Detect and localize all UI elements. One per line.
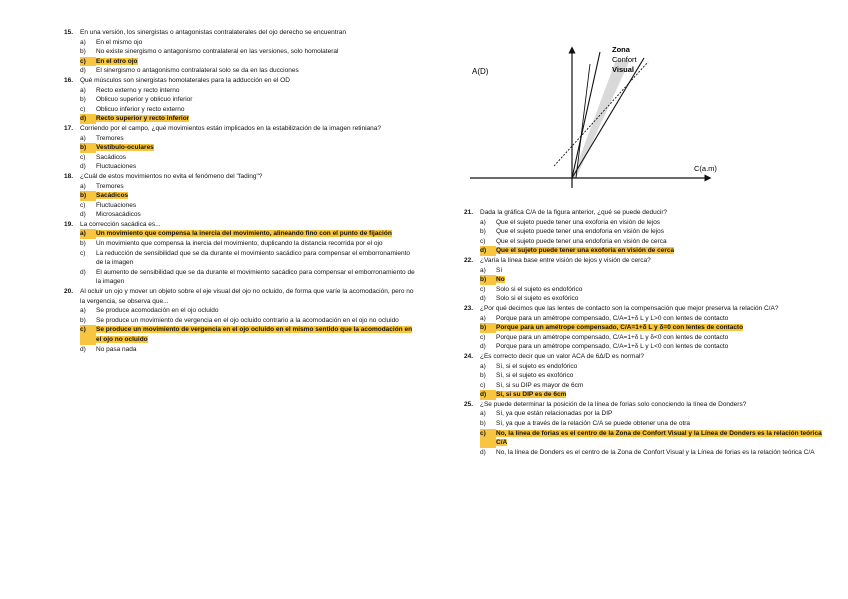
answer-option [64,134,416,144]
option-letter: b) [480,420,486,428]
option-letter: a) [480,362,486,370]
option-letter: a) [480,410,486,418]
option-letter: b) [80,191,96,201]
question-block [464,256,824,304]
question-text: ¿Por qué decimos que las lentes de contacto son la compensación que mejor preserva la relación C/A? [480,304,779,312]
question-line [64,172,416,182]
question-line [464,304,824,314]
option-text: Sí [496,266,503,274]
question-line [464,352,824,362]
question-number: 18. [64,172,74,180]
option-text: Solo si el sujeto es endofórico [496,285,583,293]
answer-option [464,381,824,391]
option-letter: d) [80,211,86,219]
option-text: Tremores [96,182,124,190]
highlighted-answer-text: Que el sujeto puede tener una exoforia en visión de cerca [496,247,675,255]
option-text: Recto externo y recto interno [96,86,180,94]
option-letter: c) [80,105,86,113]
highlighted-answer-text: Vestíbulo-oculares [96,144,154,152]
option-text: Porque para un amétrope compensado, C/A=1+δ L y δ<0 con lentes de contacto [496,333,729,341]
answer-option [464,371,824,381]
question-number: 21. [464,209,474,216]
option-text: El sinergismo o antagonismo contralateral solo se da en las ducciones [96,67,299,75]
option-letter: b) [480,228,486,236]
highlighted-answer-text: Un movimiento que compensa la inercia del movimiento, alineando fino con el punto de fijación [96,230,392,238]
option-letter: c) [80,153,86,161]
answer-option [64,86,416,96]
option-letter: b) [480,372,486,380]
question-block [64,124,416,172]
option-text: El aumento de sensibilidad que se da durante el movimiento sacádico para compensar el emborronamiento de la imagen [96,268,415,286]
answer-option [64,143,416,153]
option-letter: d) [80,67,86,75]
option-letter: c) [480,333,486,341]
question-number: 22. [464,256,474,264]
question-block [464,208,824,256]
option-letter: d) [480,343,486,351]
option-text: Sí, si el sujeto es endofórico [496,362,578,370]
answer-option [64,182,416,192]
zone-label-line-3: Visual [612,65,634,74]
question-text: Qué músculos son sinergistas homolaterales para la adducción en el OD [80,76,290,84]
option-text: Sí, si el sujeto es exofórico [496,372,574,380]
option-letter: d) [480,295,486,303]
option-letter: b) [80,240,86,248]
zone-label-line-1: Zona [612,45,630,54]
option-text: No, la línea de Donders es el centro de la Zona de Confort Visual y la Línea de forias es la relación teórica C/A [496,448,815,456]
option-text: Solo si el sujeto es exofórico [496,295,579,303]
answer-option [64,229,416,239]
answer-option [464,314,824,324]
option-letter: d) [80,114,96,124]
phoria-line-1 [572,58,644,178]
option-text: La reducción de sensibilidad que se da durante el movimiento sacádico para compensar el emborronamiento de la imagen [96,249,410,267]
answer-option [464,419,824,429]
option-letter: a) [80,86,86,94]
answer-option [64,95,416,105]
answer-option [64,316,416,326]
question-text: ¿Es correcto decir que un valor ACA de 6Δ/D es normal? [480,352,645,360]
question-number: 17. [64,124,74,132]
answer-option [464,237,824,247]
highlighted-answer-text: Sí, si su DIP es de 6cm [496,391,567,399]
option-letter: a) [480,266,486,274]
option-text: En el mismo ojo [96,38,143,46]
option-letter: b) [80,48,86,56]
answer-option [64,268,416,287]
question-line [64,28,416,38]
option-text: Se produce acomodación en el ojo ocluido [96,307,219,315]
option-letter: b) [480,323,496,333]
option-text: Fluctuaciones [96,163,137,171]
highlighted-answer-text: Se produce un movimiento de vergencia en el ojo ocluido en el mismo sentido que la acomodación en el ojo no ocluido [96,326,413,343]
answer-option [464,246,824,256]
answer-option [464,333,824,343]
option-letter: b) [480,275,496,285]
option-text: No pasa nada [96,345,137,353]
answer-option [464,362,824,372]
highlighted-answer-text: Recto superior y recto inferior [96,115,190,123]
option-text: Que el sujeto puede tener una endoforia en visión de lejos [496,228,665,236]
option-letter: c) [80,201,86,209]
option-text: Sí, ya que a través de la relación C/A se puede obtener una de otra [496,420,691,428]
option-text: Que el sujeto puede tener una exoforia en visión de lejos [496,218,661,226]
highlighted-answer-text: En el otro ojo [96,57,138,65]
option-letter: a) [80,307,86,315]
question-text: ¿Cuál de estos movimientos no evita el fenómeno del "fading"? [80,172,263,180]
question-line [64,76,416,86]
comfort-zone [572,60,630,178]
option-text: Sí, si su DIP es mayor de 6cm [496,381,584,389]
option-text: Sí, ya que están relacionadas por la DIP [496,410,613,418]
question-number: 19. [64,220,74,228]
question-number: 24. [464,352,474,360]
answer-option [464,294,824,304]
answer-option [64,249,416,268]
answer-option [64,306,416,316]
question-text: La corrección sacádica es... [80,220,161,228]
question-text: Al ocluir un ojo y mover un objeto sobre el eje visual del ojo no ocluido, de forma que varíe la acomodación, pero no la vergencia, se observa que... [80,288,414,305]
option-letter: d) [480,246,496,256]
zone-label-line-2: Confort [612,55,637,64]
option-letter: d) [480,448,486,456]
answer-option [464,409,824,419]
highlighted-answer-text: No [496,276,505,284]
option-letter: a) [480,218,486,226]
answer-option [464,342,824,352]
option-text: Tremores [96,134,124,142]
question-block [464,400,824,458]
option-letter: b) [80,143,96,153]
option-letter: c) [480,381,486,389]
right-column [464,208,824,457]
answer-option [64,191,416,201]
option-letter: c) [80,249,86,257]
option-text: Oblicuo superior y oblicuo inferior [96,96,193,104]
question-line [64,220,416,230]
option-letter: c) [480,237,486,245]
question-number: 23. [464,304,474,312]
question-number: 15. [64,29,74,36]
x-axis-label: C(a.m) [694,164,717,173]
option-text: Sacádicos [96,153,126,161]
question-line [64,124,416,134]
option-letter: a) [80,38,86,46]
answer-option [64,66,416,76]
answer-option [64,114,416,124]
answer-option [464,275,824,285]
question-number: 16. [64,76,74,84]
answer-option [464,218,824,228]
option-letter: a) [80,229,96,239]
question-line [464,208,824,218]
question-line [64,287,416,306]
option-letter: a) [80,134,86,142]
question-text: Dada la gráfica C/A de la figura anterior, ¿qué se puede deducir? [480,209,668,216]
highlighted-answer-text: No, la línea de forias es el centro de la Zona de Confort Visual y la Línea de Donders es la relación teórica C/A [496,429,822,447]
answer-option [464,323,824,333]
answer-option [64,153,416,163]
answer-option [464,285,824,295]
question-block [464,304,824,352]
question-block [64,220,416,287]
option-letter: a) [480,314,486,322]
answer-option [64,325,416,344]
y-axis-label: A(D) [472,67,489,76]
question-block [464,352,824,400]
answer-option [64,201,416,211]
question-block [64,76,416,124]
option-letter: c) [480,285,486,293]
phoria-line-2 [554,62,648,166]
option-letter: c) [480,429,496,448]
option-letter: c) [80,57,96,67]
option-letter: a) [80,182,86,190]
answer-option [464,429,824,448]
question-number: 20. [64,288,74,296]
answer-option [64,239,416,249]
option-text: Oblicuo inferior y recto externo [96,105,185,113]
option-text: No existe sinergismo o antagonismo contralateral en las versiones, solo homolateral [96,48,339,56]
option-letter: d) [80,163,86,171]
question-text: ¿Varía la línea base entre visión de lejos y visión de cerca? [480,256,651,264]
answer-option [64,105,416,115]
answer-option [464,448,824,458]
ca-graph [468,38,768,188]
answer-option [64,38,416,48]
option-letter: d) [480,390,496,400]
answer-option [64,162,416,172]
answer-option [64,345,416,355]
option-text: Que el sujeto puede tener una endoforia en visión de cerca [496,237,667,245]
question-line [464,256,824,266]
option-letter: d) [80,345,86,353]
answer-option [64,210,416,220]
question-text: En una versión, los sinergistas o antagonistas contralaterales del ojo derecho se encuentran [80,29,346,36]
question-block [64,172,416,220]
highlighted-answer-text: Porque para un amétrope compensado, C/A=1+δ L y δ=0 con lentes de contacto [496,324,744,332]
question-text: ¿Se puede determinar la posición de la línea de forias solo conociendo la línea de Donders? [480,400,747,408]
option-letter: c) [80,325,96,344]
question-number: 25. [464,400,474,408]
option-letter: d) [80,268,86,276]
option-text: Porque para un amétrope compensado, C/A=1+δ L y L>0 con lentes de contacto [496,314,729,322]
question-line [464,400,824,410]
question-block [64,287,416,354]
option-text: Se produce un movimiento de vergencia en el ojo ocluido contrario a la acomodación en el ojo no ocluido [96,316,399,324]
answer-option [64,57,416,67]
answer-option [464,390,824,400]
answer-option [64,47,416,57]
option-letter: b) [80,96,86,104]
option-letter: b) [80,316,86,324]
option-text: Un movimiento que compensa la inercia del movimiento, duplicando la distancia recorrida por el ojo [96,240,383,248]
left-column [64,28,416,354]
question-block [64,28,416,76]
option-text: Microsacádicos [96,211,141,219]
answer-option [464,266,824,276]
question-text: Corriendo por el campo, ¿qué movimientos están implicados en la estabilización de la imagen retiniana? [80,124,381,132]
option-text: Porque para un amétrope compensado, C/A=1+δ L y L<0 con lentes de contacto [496,343,729,351]
option-text: Fluctuaciones [96,201,137,209]
answer-option [464,227,824,237]
highlighted-answer-text: Sacádicos [96,192,129,200]
